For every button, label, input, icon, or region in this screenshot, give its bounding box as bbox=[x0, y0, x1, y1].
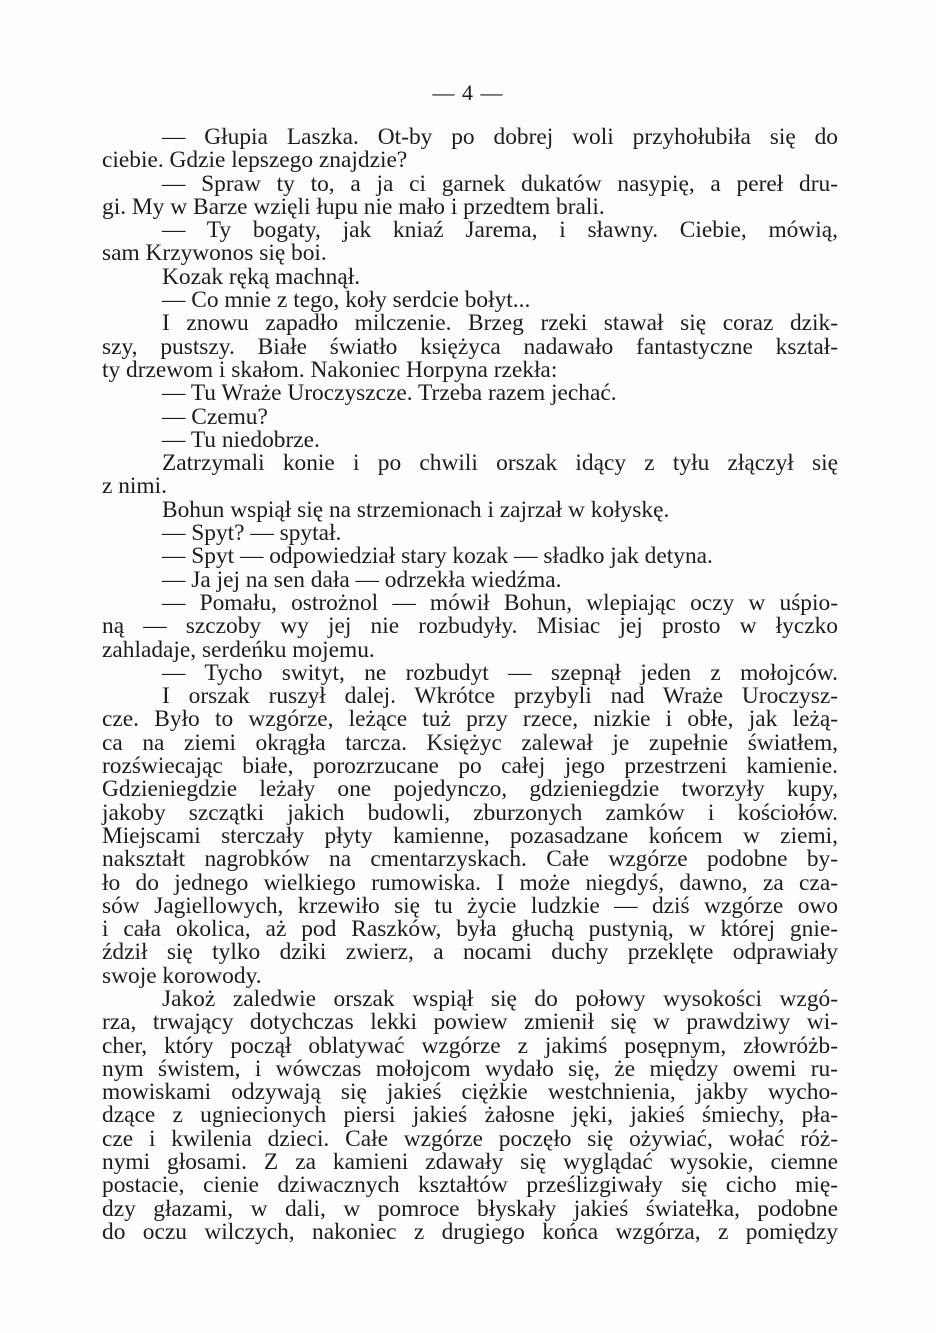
text-line: cze. Było to wzgórze, leżące tuż przy rzece, nizkie i obłe, jak leżą- bbox=[102, 706, 838, 733]
text-line: — Tycho swityt, ne rozbudyt — szepnął jeden z mołojców. bbox=[162, 659, 838, 686]
text-line: zahladaje, serdeńku mojemu. bbox=[102, 636, 375, 663]
text-line: Gdzieniegdzie leżały one pojedynczo, gdzieniegdzie tworzyły kupy, bbox=[102, 776, 838, 803]
text-line: z nimi. bbox=[102, 473, 167, 500]
text-line: i cała okolica, aż pod Raszków, była głuchą pustynią, w której gnie- bbox=[102, 916, 838, 943]
text-line: — Spyt? — spytał. bbox=[162, 520, 342, 547]
text-line: — Głupia Laszka. Ot-by po dobrej woli przyhołubiła się do bbox=[162, 124, 838, 150]
text-line: sów Jagiellowych, krzewiło się tu życie ludzkie — dziś wzgórze owo bbox=[102, 892, 838, 919]
text-line: — Pomału, ostrożnol — mówił Bohun, wlepiając oczy w uśpio- bbox=[162, 589, 838, 616]
text-line: — Co mnie z tego, koły serdcie bołyt... bbox=[162, 287, 531, 314]
text-line: Miejscami sterczały płyty kamienne, pozasadzane końcem w ziemi, bbox=[102, 822, 838, 849]
text-line: — Czemu? bbox=[162, 403, 268, 430]
text-line: mowiskami odzywają się jakieś ciężkie westchnienia, jakby wycho- bbox=[102, 1079, 838, 1106]
text-line: cze i kwilenia dzieci. Całe wzgórze poczęło się ożywiać, wołać róż- bbox=[102, 1125, 838, 1152]
page-number: — 4 — bbox=[432, 80, 504, 105]
text-line: ździł się tylko dziki zwierz, a nocami duchy przeklęte odprawiały bbox=[102, 939, 838, 966]
body-text bbox=[102, 126, 838, 1244]
text-line: ty drzewom i skałom. Nakoniec Horpyna rzekła: bbox=[102, 356, 558, 383]
text-line: I znowu zapadło milczenie. Brzeg rzeki stawał się coraz dzik- bbox=[162, 310, 838, 337]
text-line: nymi głosami. Z za kamieni zdawały się wyglądać wysokie, ciemne bbox=[102, 1149, 838, 1176]
text-line: Bohun wspiął się na strzemionach i zajrzał w kołyskę. bbox=[162, 496, 670, 523]
text-line: Jakoż zaledwie orszak wspiął się do połowy wysokości wzgó- bbox=[162, 985, 838, 1012]
text-line: ło do jednego wielkiego rumowiska. I może niegdyś, dawno, za cza- bbox=[102, 869, 838, 896]
text-line: dzące z ugniecionych piersi jakieś żałosne jęki, jakieś śmiechy, pła- bbox=[102, 1102, 838, 1129]
text-line: rza, trwający dotychczas lekki powiew zmienił się w prawdziwy wi- bbox=[102, 1009, 838, 1036]
text-line: sam Krzywonos się boi. bbox=[102, 240, 327, 267]
text-line: jakoby szczątki jakich budowli, zburzonych zamków i kościołów. bbox=[102, 799, 838, 826]
text-line: gi. My w Barze wzięli łupu nie mało i przedtem brali. bbox=[102, 193, 605, 220]
text-line: swoje korowody. bbox=[102, 962, 262, 989]
text-line: — Tu Wraże Uroczyszcze. Trzeba razem jechać. bbox=[162, 380, 617, 407]
text-line: — Ja jej na sen dała — odrzekła wiedźma. bbox=[162, 566, 562, 593]
text-line: — Spraw ty to, a ja ci garnek dukatów nasypię, a pereł dru- bbox=[162, 170, 838, 197]
text-line: ną — szczoby wy jej nie rozbudyły. Misiac jej prosto w łyczko bbox=[102, 613, 838, 640]
text-line: szy, pustszy. Białe światło księżyca nadawało fantastyczne kształ- bbox=[102, 333, 838, 360]
text-line: I orszak ruszył dalej. Wkrótce przybyli nad Wraże Uroczysz- bbox=[162, 683, 838, 710]
text-line: — Tu niedobrze. bbox=[162, 426, 320, 453]
text-line: Zatrzymali konie i po chwili orszak idący z tyłu złączył się bbox=[162, 450, 838, 477]
text-line: dzy głazami, w dali, w pomroce błyskały jakieś światełka, podobne bbox=[102, 1195, 838, 1222]
text-line: — Ty bogaty, jak kniaź Jarema, i sławny. Ciebie, mówią, bbox=[162, 217, 838, 244]
text-line: ciebie. Gdzie lepszego znajdzie? bbox=[102, 147, 408, 174]
text-line: ca na ziemi okrągła tarcza. Księżyc zalewał je zupełnie światłem, bbox=[102, 729, 838, 756]
text-line: nym świstem, i wówczas mołojcom wydało się, że między owemi ru- bbox=[102, 1055, 838, 1082]
text-line: nakształt nagrobków na cmentarzyskach. Całe wzgórze podobne by- bbox=[102, 846, 838, 873]
text-line: — Spyt — odpowiedział stary kozak — sładko jak detyna. bbox=[162, 543, 713, 570]
text-line: do oczu wilczych, nakoniec z drugiego końca wzgórza, z pomiędzy bbox=[102, 1218, 838, 1245]
text-line: cher, który począł oblatywać wzgórze z jakimś posępnym, złowróżb- bbox=[102, 1032, 838, 1059]
text-line: Kozak ręką machnął. bbox=[162, 263, 361, 290]
text-line: rozświecając białe, porozrzucane po całej jego przestrzeni kamienie. bbox=[102, 753, 838, 780]
text-line: postacie, cienie dziwacznych kształtów prześlizgiwały się cicho mię- bbox=[102, 1172, 838, 1199]
